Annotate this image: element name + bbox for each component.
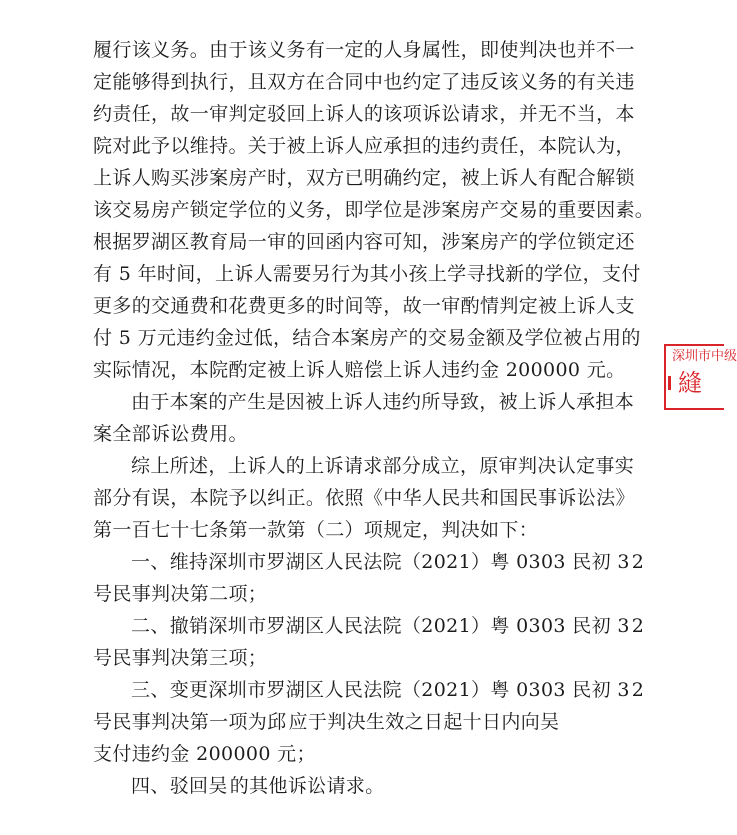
text-segment: 2 bbox=[631, 551, 645, 573]
text-line: 支付违约金 200000 元； bbox=[93, 743, 316, 765]
stamp-seam-character: 縫 bbox=[678, 369, 702, 397]
text-segment: 号民事判决第一项为邱 bbox=[93, 711, 287, 733]
text-line: 案全部诉讼费用。 bbox=[93, 423, 248, 445]
judgment-item-4 bbox=[131, 774, 385, 798]
text-line: 部分有误，本院予以纠正。依照《中华人民共和国民事诉讼法》 bbox=[93, 487, 635, 509]
text-line: 上诉人购买涉案房产时，双方已明确约定，被上诉人有配合解锁 bbox=[93, 167, 635, 189]
text-line: 履行该义务。由于该义务有一定的人身属性，即使判决也并不一 bbox=[93, 39, 635, 61]
text-segment: 应于判决生效之日起十日内向吴 bbox=[288, 711, 560, 733]
text-line: 综上所述，上诉人的上诉请求部分成立，原审判决认定事实 bbox=[131, 455, 635, 477]
text-line: 根据罗湖区教育局一审的回函内容可知，涉案房产的学位锁定还 bbox=[93, 231, 635, 253]
text-line: 付 5 万元违约金过低，结合本案房产的交易金额及学位被占用的 bbox=[93, 327, 641, 349]
text-line: 定能够得到执行，且双方在合同中也约定了违反该义务的有关违 bbox=[93, 71, 635, 93]
text-line: 该交易房产锁定学位的义务，即学位是涉案房产交易的重要因素。 bbox=[93, 199, 655, 221]
text-segment: 二、撤销深圳市罗湖区人民法院（2021）粤 0303 民初 3 bbox=[131, 615, 630, 637]
text-segment: 一、维持深圳市罗湖区人民法院（2021）粤 0303 民初 3 bbox=[131, 551, 630, 573]
text-segment: 2 bbox=[631, 615, 645, 637]
text-line bbox=[93, 710, 561, 734]
text-line: 号民事判决第三项； bbox=[93, 647, 268, 669]
text-segment: 2 bbox=[631, 679, 645, 701]
text-line: 由于本案的产生是因被上诉人违约所导致，被上诉人承担本 bbox=[131, 391, 635, 413]
judgment-item-2 bbox=[131, 614, 644, 638]
text-line: 号民事判决第二项； bbox=[93, 583, 268, 605]
judgment-item-3 bbox=[131, 678, 644, 702]
text-line: 更多的交通费和花费更多的时间等，故一审酌情判定被上诉人支 bbox=[93, 295, 635, 317]
judgment-item-1 bbox=[131, 550, 644, 574]
text-line: 有 5 年时间，上诉人需要另行为其小孩上学寻找新的学位，支付 bbox=[93, 263, 641, 285]
text-line: 第一百七十七条第一款第（二）项规定，判决如下： bbox=[93, 519, 539, 541]
text-segment: 的其他诉讼请求。 bbox=[229, 775, 385, 797]
text-segment: 三、变更深圳市罗湖区人民法院（2021）粤 0303 民初 3 bbox=[131, 679, 630, 701]
seam-stamp bbox=[664, 344, 737, 410]
text-segment: 四、驳回吴 bbox=[131, 775, 228, 797]
stamp-court-text: 深圳市中级 bbox=[672, 349, 737, 364]
text-line: 约责任，故一审判定驳回上诉人的该项诉讼请求，并无不当，本 bbox=[93, 103, 635, 125]
stamp-mark bbox=[668, 376, 671, 390]
text-line: 实际情况，本院酌定被上诉人赔偿上诉人违约金 200000 元。 bbox=[93, 359, 626, 381]
text-line: 院对此予以维持。关于被上诉人应承担的违约责任，本院认为， bbox=[93, 135, 635, 157]
